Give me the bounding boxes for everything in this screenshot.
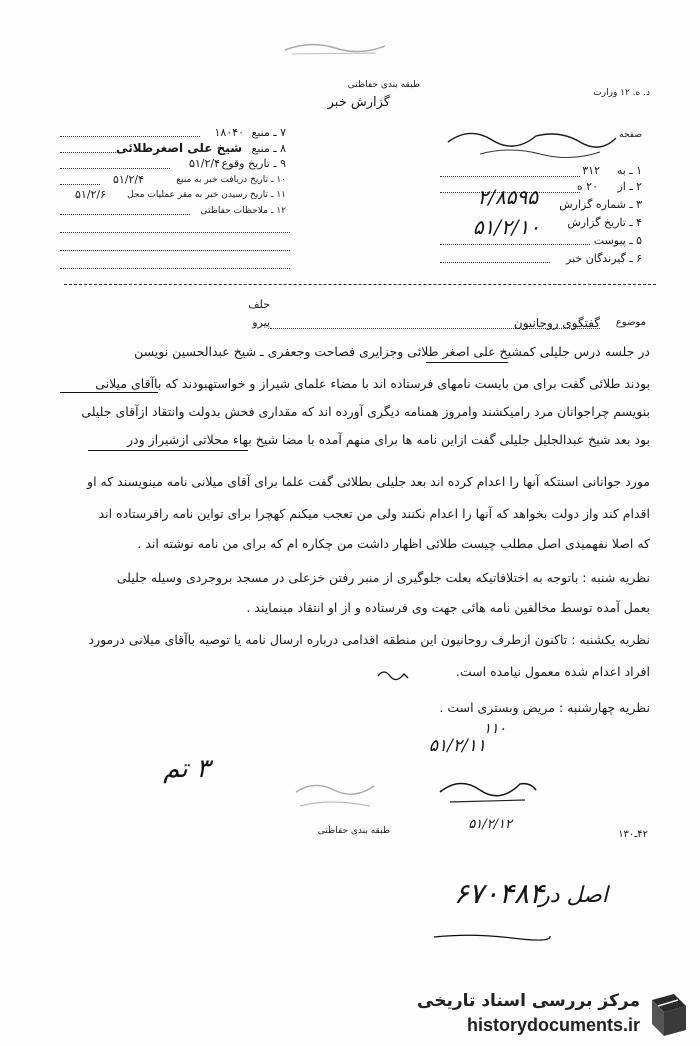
header-separator [64,284,656,285]
field-4-value: ۵۱/۲/۱۰ [472,215,540,239]
archive-underline [432,926,552,934]
field-9-value: ۵۱/۲/۴ [188,157,220,170]
page-code: ۴۲ـ۱۳۰ [618,829,648,840]
field-1-value: ۳۱۲ [582,164,600,177]
body-line: اقدام کند واز دولت بخواهد که آنها را اعدام نکنند ولی من تعجب میکنم کهچرا برای تواین نامه رافرستاده اند [98,506,650,521]
field-8-value: شیخ علی اصغرطلائی [116,141,242,155]
field-8-label: ۸ ـ منبع [251,142,286,155]
watermark-url: historydocuments.ir [466,1015,640,1035]
opinion-line: نظریه شنبه : باتوجه به اختلافاتیکه بعلت جلوگیری از منبر رفتن خزعلی در مسجد بروجردی وسیله جلیلی [116,570,650,585]
opinion-initials-signature [376,666,410,684]
signature-date-bottom: ۵۱/۲/۱۲ [468,817,512,832]
name-underline [60,392,158,393]
field-2-label: ۲ ـ از [617,180,642,193]
body-line: که اصلا نفهمیدی اصل مطلب چیست طلائی اظهار داشت من چکاره ام که برای من نامه نوشته اند . [137,536,650,551]
field-12-label: ۱۲ ـ ملاحظات حفاظتی [200,206,286,216]
watermark [400,988,696,1042]
field-4-label: ۴ ـ تاریخ گزارش [567,216,642,229]
field-1-label: ۱ ـ به [616,164,642,177]
field-3-label: ۳ ـ شماره گزارش [559,198,642,211]
opinion-line: نظریه یکشنبه : تاکنون ازطرف روحانیون این منطقه اقدامی درباره ارسال نامه یا توصیه باآقای میلانی درمورد [88,632,650,647]
archive-label: اصل در [539,883,608,908]
field-3-value: ۲/۸۵۹۵ [477,185,538,209]
archive-number: ۶۷۰۴۸۴ [453,877,544,910]
top-left-code: د. ه. ۱۲ وزارت [593,88,650,98]
body-line: بودند طلائی گفت برای من بایست نامهای فرستاده اند با مضاء علمای شیراز و خواستهبودند که باآقای میلانی [95,376,650,391]
sender-label: صفحه [619,130,642,140]
top-stamp-smudge [280,36,390,58]
body-line: مورد جوانانی اسنتکه آنها را اعدام کرده اند بعد جلیلی بطلائی گفت علما برای آقای میلانی نامه مینویسند که او [87,474,650,489]
field-2-value: ۲۰ ه [576,180,598,193]
field-5-label: ۵ ـ پیوست [593,234,642,247]
archive-logo-icon [644,990,694,1040]
classification-header: طبقه بندی حفاظتی [347,80,420,90]
field-11-label: ۱۱ ـ تاریخ رسیدن خبر به مقر عملیات محل [127,190,286,200]
sender-signature [440,124,620,164]
field-10-value: ۵۱/۲/۴ [112,173,144,186]
left-margin-scrawl: ۳ تم [163,754,210,784]
body-line: بنویسم چراجوانان مرد رامیکشند وامروز همنامه دیگری آورده اند که مقداری فحش بدولت وانتقاد ازآقای جلیلی [81,404,650,419]
stamp-label: طبقه بندی حفاظتی [317,826,390,836]
body-line: در جلسه درس جلیلی کمشیخ علی اصغر طلائی وجزایری فصاحت وجعفری ـ شیخ عبدالحسین نویسن [134,344,650,359]
report-type-title: گزارش خبر [327,95,390,110]
body-line: بود بعد شیخ عبدالجلیل جلیلی گفت ازاین نامه ها برای منهم آمده با مضا شیخ بهاء محلاتی ازشیراز ودر [127,432,650,447]
subject-value: گفتگوی روحانیون [513,316,600,330]
watermark-title: مرکز بررسی اسناد تاریخی [417,991,640,1011]
signature-date-top: ۵۱/۲/۱۱ [428,736,486,756]
subject-label: موضوع [615,317,646,328]
name-underline [88,450,248,451]
field-10-label: ۱۰ ـ تاریخ دریافت خبر به منبع [176,175,286,185]
field-9-label: ۹ ـ تاریخ وقوع [221,157,286,170]
signature-scribble [430,770,540,810]
signature-code: ۱۱۰ [483,721,506,737]
subject-side-1: حلف [248,298,270,311]
field-6-label: ۶ ـ گیرندگان خبر [566,252,642,265]
subject-side-2: پیرو [252,316,270,329]
opinion-line: نظریه چهارشنبه : مریض وبستری است . [439,700,650,715]
opinion-line: بعمل آمده توسط مخالفین نامه هائی جهت وی فرستاده و از او انتقاد مینمایند . [246,600,650,615]
field-7-value: ۱۸۰۴۰ [214,126,244,139]
opinion-line: افراد اعدام شده معمول نیامده است. [455,664,650,679]
field-11-value: ۵۱/۲/۶ [74,188,106,201]
field-7-label: ۷ ـ منبع [251,126,286,139]
name-underline [426,362,508,363]
stamp-smudge [290,772,380,818]
